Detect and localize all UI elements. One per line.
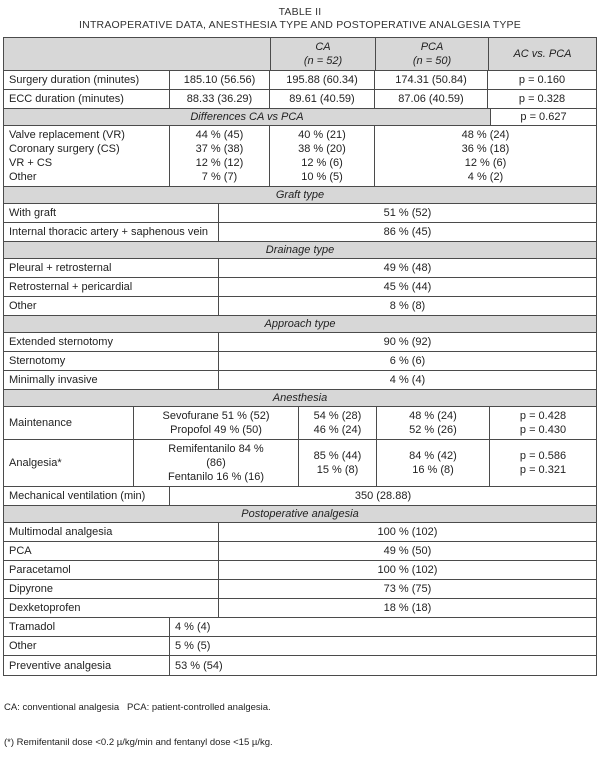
row-postop-other xyxy=(4,637,596,656)
paracetamol-label: Paracetamol xyxy=(4,561,219,579)
pleural-retrosternal-label: Pleural + retrosternal xyxy=(4,259,219,277)
analgesia-ca-2: 15 % (8) xyxy=(316,464,359,476)
row-sternotomy xyxy=(4,352,596,371)
multimodal-analgesia-label: Multimodal analgesia xyxy=(4,523,219,541)
row-surgery-type-block xyxy=(4,126,596,187)
row-differences xyxy=(4,109,596,126)
surgery-type-labels xyxy=(4,126,170,186)
dipyrone-label: Dipyrone xyxy=(4,580,219,598)
surgery-type-label-vr: Valve replacement (VR) xyxy=(9,129,125,141)
drainage-other-label: Other xyxy=(4,297,219,315)
surgery-duration-ca: 195.88 (60.34) xyxy=(270,71,375,89)
row-paracetamol xyxy=(4,561,596,580)
maintenance-p-2: p = 0.430 xyxy=(519,424,567,436)
retrosternal-pericardial-label: Retrosternal + pericardial xyxy=(4,278,219,296)
row-retrosternal-pericardial xyxy=(4,278,596,297)
analgesia-p-values xyxy=(490,440,596,486)
surgery-duration-p: p = 0.160 xyxy=(518,74,566,86)
maintenance-ca-1: 54 % (28) xyxy=(313,410,362,422)
ecc-duration-label: ECC duration (minutes) xyxy=(4,90,170,108)
maintenance-pca-values xyxy=(377,407,490,439)
row-ecc-duration xyxy=(4,90,596,109)
extended-sternotomy-value: 90 % (92) xyxy=(383,336,432,348)
internal-thoracic-label: Internal thoracic artery + saphenous vein xyxy=(4,223,219,241)
row-multimodal-analgesia xyxy=(4,523,596,542)
row-internal-thoracic xyxy=(4,223,596,242)
analgesia-drug-remifentanilo-n: (86) xyxy=(206,457,226,469)
header-pca-label: PCA xyxy=(420,41,444,53)
header-ca-n: (n = 52) xyxy=(303,55,343,67)
surgery-type-pca-other: 4 % (2) xyxy=(467,171,504,183)
row-extended-sternotomy xyxy=(4,333,596,352)
graft-section-title: Graft type xyxy=(4,187,596,203)
maintenance-pca-2: 52 % (26) xyxy=(409,424,457,436)
surgery-type-label-vrcs: VR + CS xyxy=(9,157,53,169)
row-analgesia xyxy=(4,440,596,487)
differences-label: Differences CA vs PCA xyxy=(4,109,491,125)
ecc-duration-total: 88.33 (36.29) xyxy=(170,90,270,108)
row-surgery-duration xyxy=(4,71,596,90)
tramadol-label: Tramadol xyxy=(4,618,170,636)
analgesia-ca-1: 85 % (44) xyxy=(313,450,362,462)
row-pca xyxy=(4,542,596,561)
table-title xyxy=(3,6,597,32)
mechanical-ventilation-label: Mechanical ventilation (min) xyxy=(4,487,170,505)
row-with-graft xyxy=(4,204,596,223)
minimally-invasive-value: 4 % (4) xyxy=(389,374,426,386)
surgery-type-total-other: 7 % (7) xyxy=(201,171,238,183)
surgery-type-label-cs: Coronary surgery (CS) xyxy=(9,143,120,155)
pca-label: PCA xyxy=(4,542,219,560)
maintenance-pca-1: 48 % (24) xyxy=(409,410,457,422)
surgery-duration-total: 185.10 (56.56) xyxy=(170,71,270,89)
header-empty-cell xyxy=(4,38,271,70)
internal-thoracic-value: 86 % (45) xyxy=(383,226,432,238)
section-header-graft xyxy=(4,187,596,204)
header-ca-cell xyxy=(271,38,376,70)
differences-p: p = 0.627 xyxy=(520,111,567,123)
surgery-duration-label: Surgery duration (minutes) xyxy=(4,71,170,89)
preventive-analgesia-value: 53 % (54) xyxy=(175,659,223,672)
surgery-type-total-cs: 37 % (38) xyxy=(195,143,244,155)
section-header-approach xyxy=(4,316,596,333)
approach-section-title: Approach type xyxy=(4,316,596,332)
maintenance-ca-2: 46 % (24) xyxy=(313,424,362,436)
section-header-postop xyxy=(4,506,596,523)
maintenance-label: Maintenance xyxy=(4,407,134,439)
retrosternal-pericardial-value: 45 % (44) xyxy=(383,281,432,293)
maintenance-drugs xyxy=(134,407,299,439)
drainage-other-value: 8 % (8) xyxy=(389,300,426,312)
preventive-analgesia-label: Preventive analgesia xyxy=(4,656,170,675)
dipyrone-value: 73 % (75) xyxy=(383,583,432,595)
ecc-duration-ca: 89.61 (40.59) xyxy=(270,90,375,108)
analgesia-label: Analgesia* xyxy=(4,440,134,486)
analgesia-pca-1: 84 % (42) xyxy=(409,450,457,462)
pca-value: 49 % (50) xyxy=(383,545,432,557)
analgesia-drug-remifentanilo: Remifentanilo 84 % xyxy=(168,443,264,455)
header-pca-cell xyxy=(376,38,489,70)
footnote-abbreviations: CA: conventional analgesia PCA: patient-controlled analgesia. xyxy=(4,702,271,713)
surgery-type-pca-vr: 48 % (24) xyxy=(461,129,510,141)
analgesia-pca-2: 16 % (8) xyxy=(412,464,454,476)
table-number: TABLE II xyxy=(278,6,322,18)
with-graft-label: With graft xyxy=(4,204,219,222)
surgery-duration-pca: 174.31 (50.84) xyxy=(375,71,488,89)
drainage-section-title: Drainage type xyxy=(4,242,596,258)
analgesia-p-2: p = 0.321 xyxy=(519,464,567,476)
maintenance-p-1: p = 0.428 xyxy=(519,410,567,422)
row-pleural-retrosternal xyxy=(4,259,596,278)
postop-section-title: Postoperative analgesia xyxy=(4,506,596,522)
with-graft-value: 51 % (52) xyxy=(383,207,432,219)
row-preventive-analgesia xyxy=(4,656,596,675)
surgery-type-ca-cs: 38 % (20) xyxy=(298,143,346,155)
surgery-type-total-vr: 44 % (45) xyxy=(195,129,244,141)
data-table xyxy=(3,37,597,676)
section-header-anesthesia xyxy=(4,390,596,407)
analgesia-ca-values xyxy=(299,440,377,486)
maintenance-ca-values xyxy=(299,407,377,439)
multimodal-analgesia-value: 100 % (102) xyxy=(377,526,438,538)
paracetamol-value: 100 % (102) xyxy=(377,564,438,576)
anesthesia-section-title: Anesthesia xyxy=(4,390,596,406)
row-dexketoprofen xyxy=(4,599,596,618)
dexketoprofen-label: Dexketoprofen xyxy=(4,599,219,617)
row-tramadol xyxy=(4,618,596,637)
sternotomy-value: 6 % (6) xyxy=(389,355,426,367)
minimally-invasive-label: Minimally invasive xyxy=(4,371,219,389)
surgery-type-ca-values xyxy=(270,126,375,186)
surgery-type-pca-cs: 36 % (18) xyxy=(461,143,510,155)
row-dipyrone xyxy=(4,580,596,599)
surgery-type-total-vrcs: 12 % (12) xyxy=(195,157,244,169)
ecc-duration-pca: 87.06 (40.59) xyxy=(375,90,488,108)
section-header-drainage xyxy=(4,242,596,259)
mechanical-ventilation-value: 350 (28.88) xyxy=(354,490,412,502)
surgery-type-label-other: Other xyxy=(9,171,37,183)
surgery-type-pca-vrcs: 12 % (6) xyxy=(464,157,507,169)
tramadol-value: 4 % (4) xyxy=(175,621,211,633)
surgery-type-ca-other: 10 % (5) xyxy=(301,171,343,183)
postop-other-value: 5 % (5) xyxy=(175,640,211,652)
surgery-type-ca-vr: 40 % (21) xyxy=(298,129,346,141)
row-minimally-invasive xyxy=(4,371,596,390)
header-pca-n: (n = 50) xyxy=(412,55,452,67)
pleural-retrosternal-value: 49 % (48) xyxy=(383,262,432,274)
footnote-doses: (*) Remifentanil dose <0.2 µ/kg/min and fentanyl dose <15 µ/kg. xyxy=(4,736,273,748)
surgery-type-ca-vrcs: 12 % (6) xyxy=(301,157,343,169)
table-footnotes xyxy=(3,676,597,771)
postop-other-label: Other xyxy=(4,637,170,655)
table-header-row xyxy=(4,38,596,71)
header-ac-vs-pca-label: AC vs. PCA xyxy=(513,48,572,60)
maintenance-drug-sevofurane: Sevofurane 51 % (52) xyxy=(162,410,270,422)
header-ac-vs-pca-cell xyxy=(489,38,596,70)
dexketoprofen-value: 18 % (18) xyxy=(383,602,432,614)
table-caption: INTRAOPERATIVE DATA, ANESTHESIA TYPE AND POSTOPERATIVE ANALGESIA TYPE xyxy=(79,19,521,31)
ecc-duration-p: p = 0.328 xyxy=(518,93,566,105)
analgesia-drugs xyxy=(134,440,299,486)
surgery-type-pca-values xyxy=(375,126,596,186)
row-drainage-other xyxy=(4,297,596,316)
row-maintenance xyxy=(4,407,596,440)
sternotomy-label: Sternotomy xyxy=(4,352,219,370)
analgesia-pca-values xyxy=(377,440,490,486)
maintenance-drug-propofol: Propofol 49 % (50) xyxy=(170,424,262,436)
surgery-type-totals xyxy=(170,126,270,186)
analgesia-drug-fentanilo: Fentanilo 16 % (16) xyxy=(168,471,264,483)
row-mechanical-ventilation xyxy=(4,487,596,506)
analgesia-p-1: p = 0.586 xyxy=(519,450,567,462)
extended-sternotomy-label: Extended sternotomy xyxy=(4,333,219,351)
header-ca-label: CA xyxy=(315,41,331,53)
maintenance-p-values xyxy=(490,407,596,439)
